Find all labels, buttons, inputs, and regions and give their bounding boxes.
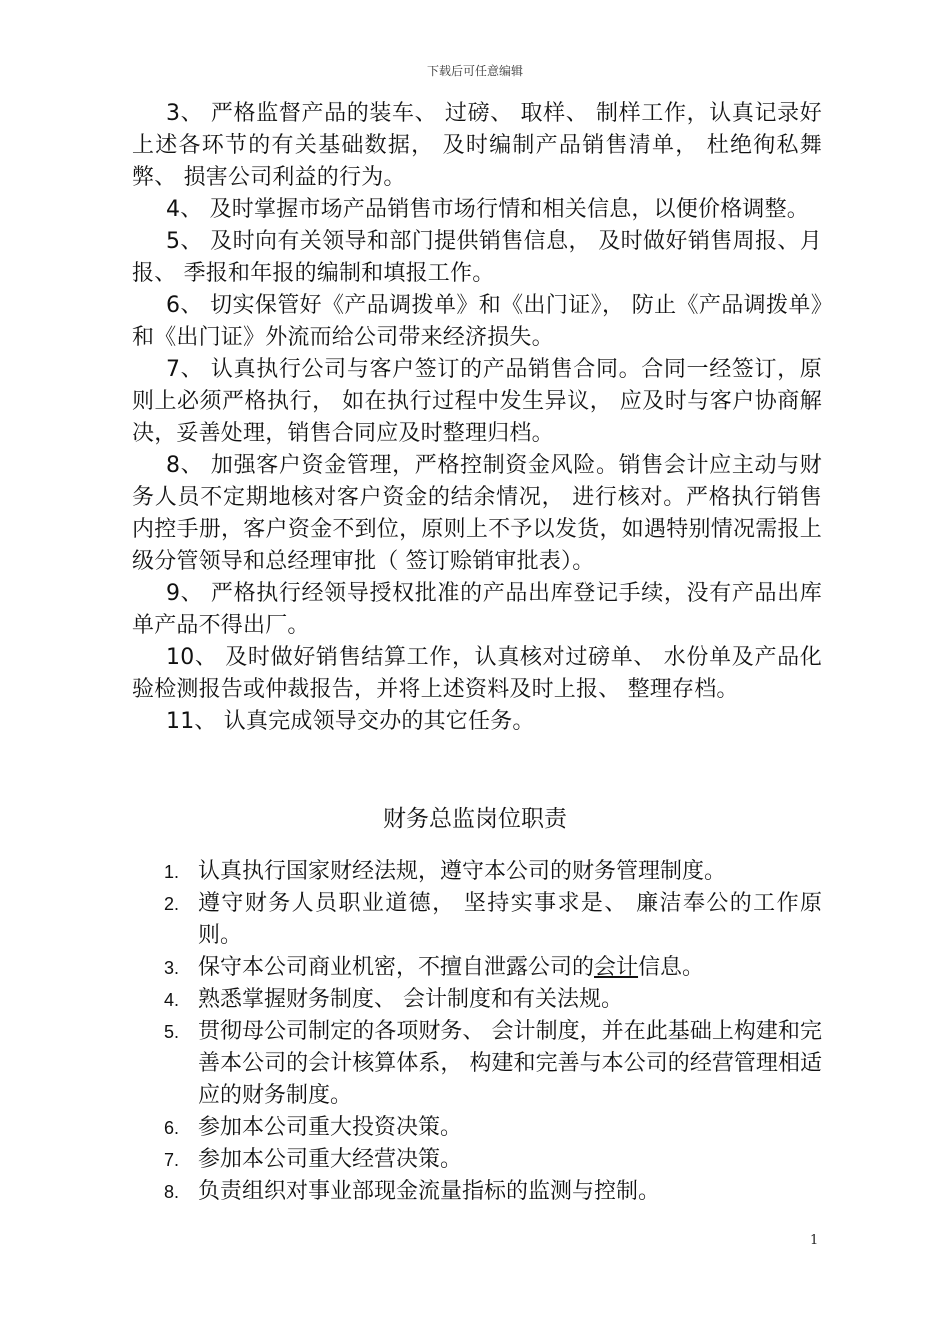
list-text-after: 信息。 [638,955,705,980]
list-text [198,952,822,984]
list-item [132,1144,822,1176]
paragraph-7: 7、 认真执行公司与客户签订的产品销售合同。合同一经签订，原则上必须严格执行， 如在执行过程中发生异议， 应及时与客户协商解决，妥善处理，销售合同应及时整理归档。 [132,357,822,446]
page-number: 1 [810,1233,819,1248]
list-number: 2. [164,894,180,914]
list-item [132,856,822,888]
list-text-before: 保守本公司商业机密，不擅自泄露公司的 [198,955,595,980]
list-number: 8. [164,1182,180,1202]
list-number: 6. [164,1118,180,1138]
paragraph-3: 3、 严格监督产品的装车、 过磅、 取样、 制样工作，认真记录好上述各环节的有关基础数据， 及时编制产品销售清单， 杜绝徇私舞弊、 损害公司利益的行为。 [132,101,822,190]
underlined-term: 会计 [594,955,639,980]
paragraph-11: 11、 认真完成领导交办的其它任务。 [166,709,535,734]
list-item [132,984,822,1016]
list-number: 1. [164,862,180,882]
list-text: 遵守财务人员职业道德， 坚持实事求是、 廉洁奉公的工作原则。 [198,891,822,948]
paragraph-10: 10、 及时做好销售结算工作，认真核对过磅单、 水份单及产品化验检测报告或仲裁报告，并将上述资料及时上报、 整理存档。 [132,645,822,702]
paragraph-9: 9、 严格执行经领导授权批准的产品出库登记手续，没有产品出库单产品不得出厂。 [132,581,822,638]
list-item [132,1112,822,1144]
list-number: 4. [164,990,180,1010]
list-item [132,1176,822,1208]
list-number: 5. [164,1022,180,1042]
list-item [132,1016,822,1112]
list-text: 认真执行国家财经法规，遵守本公司的财务管理制度。 [198,859,727,884]
list-number: 3. [164,958,180,978]
list-text: 贯彻母公司制定的各项财务、 会计制度，并在此基础上构建和完善本公司的会计核算体系， 构建和完善与本公司的经营管理相适应的财务制度。 [198,1019,822,1108]
list-item [132,888,822,952]
paragraph-4: 4、 及时掌握市场产品销售市场行情和相关信息，以便价格调整。 [166,197,809,222]
list-text: 参加本公司重大投资决策。 [198,1115,463,1140]
list-number: 7. [164,1150,180,1170]
list-text: 熟悉掌握财务制度、 会计制度和有关法规。 [198,987,623,1012]
section-title: 财务总监岗位职责 [383,806,567,832]
paragraph-6: 6、 切实保管好《产品调拨单》和《出门证》， 防止《产品调拨单》和《出门证》外流而给公司带来经济损失。 [132,293,822,350]
list-item [132,952,822,984]
cfo-duty-list [132,856,822,1208]
duty-paragraphs [132,98,822,738]
list-text: 负责组织对事业部现金流量指标的监测与控制。 [198,1179,661,1204]
page-header: 下载后可任意编辑 [426,64,523,78]
paragraph-8: 8、 加强客户资金管理，严格控制资金风险。销售会计应主动与财务人员不定期地核对客户资金的结余情况， 进行核对。严格执行销售内控手册，客户资金不到位，原则上不予以发货，如遇特别情况需报上级分管领导和总经理审批（ 签订赊销审批表）。 [132,453,822,574]
paragraph-5: 5、 及时向有关领导和部门提供销售信息， 及时做好销售周报、月报、 季报和年报的编制和填报工作。 [132,229,822,286]
list-text: 参加本公司重大经营决策。 [198,1147,463,1172]
